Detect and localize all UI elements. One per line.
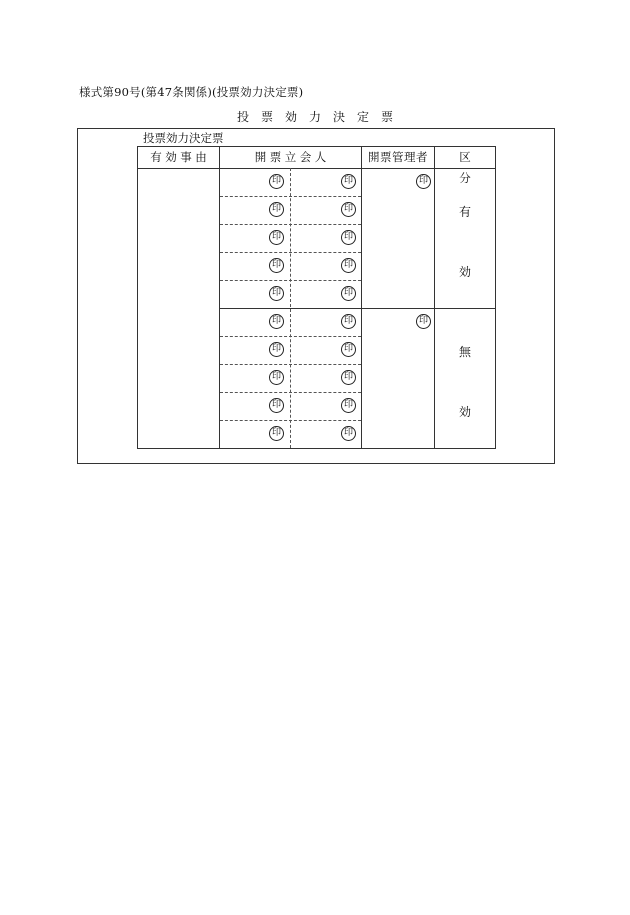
row-separator bbox=[220, 392, 361, 393]
title-char: 投 bbox=[236, 110, 249, 124]
document-title bbox=[0, 108, 630, 125]
title-char: 票 bbox=[380, 110, 393, 124]
header-char: 立 bbox=[284, 150, 297, 164]
seal-mark: 印 bbox=[269, 342, 284, 357]
seal-mark: 印 bbox=[269, 286, 284, 301]
seal-mark: 印 bbox=[269, 370, 284, 385]
row-separator bbox=[220, 224, 361, 225]
header-witness bbox=[220, 147, 361, 168]
header-manager: 開票管理者 bbox=[368, 150, 428, 164]
section-divider bbox=[219, 308, 495, 309]
row-separator bbox=[220, 196, 361, 197]
seal-mark: 印 bbox=[269, 258, 284, 273]
header-char: 効 bbox=[165, 150, 177, 164]
seal-mark: 印 bbox=[341, 314, 356, 329]
header-char: 有 bbox=[150, 150, 162, 164]
seal-mark: 印 bbox=[269, 202, 284, 217]
title-char: 票 bbox=[260, 110, 273, 124]
row-separator bbox=[220, 420, 361, 421]
header-divider bbox=[138, 168, 495, 169]
col-divider bbox=[434, 147, 435, 448]
seal-mark: 印 bbox=[341, 398, 356, 413]
header-reason bbox=[138, 147, 219, 168]
category-label: 効 bbox=[458, 405, 471, 419]
seal-mark: 印 bbox=[341, 342, 356, 357]
col-divider bbox=[361, 147, 362, 448]
col-divider bbox=[219, 147, 220, 448]
seal-mark: 印 bbox=[269, 398, 284, 413]
row-separator bbox=[220, 280, 361, 281]
title-char: 効 bbox=[284, 110, 297, 124]
manager-seal: 印 bbox=[416, 314, 431, 329]
seal-mark: 印 bbox=[341, 202, 356, 217]
title-char: 決 bbox=[332, 110, 345, 124]
form-number: 様式第90号(第47条関係)(投票効力決定票) bbox=[79, 85, 304, 99]
header-char: 由 bbox=[195, 150, 207, 164]
validity-table bbox=[137, 146, 496, 449]
header-char: 人 bbox=[314, 150, 327, 164]
seal-mark: 印 bbox=[341, 230, 356, 245]
seal-mark: 印 bbox=[341, 370, 356, 385]
seal-mark: 印 bbox=[269, 314, 284, 329]
category-label: 無 bbox=[458, 345, 471, 359]
title-char: 力 bbox=[308, 110, 321, 124]
header-char: 区 bbox=[459, 150, 471, 164]
table-caption: 投票効力決定票 bbox=[143, 131, 224, 145]
row-separator bbox=[220, 336, 361, 337]
seal-mark: 印 bbox=[269, 230, 284, 245]
header-char: 開 bbox=[254, 150, 267, 164]
manager-seal: 印 bbox=[416, 174, 431, 189]
row-separator bbox=[220, 252, 361, 253]
row-separator bbox=[220, 364, 361, 365]
seal-mark: 印 bbox=[341, 286, 356, 301]
seal-mark: 印 bbox=[341, 426, 356, 441]
header-char: 票 bbox=[269, 150, 282, 164]
seal-mark: 印 bbox=[269, 426, 284, 441]
seal-mark: 印 bbox=[341, 258, 356, 273]
witness-split bbox=[290, 168, 291, 448]
header-char: 会 bbox=[299, 150, 312, 164]
seal-mark: 印 bbox=[269, 174, 284, 189]
header-char: 分 bbox=[459, 171, 471, 185]
header-category bbox=[435, 147, 495, 185]
seal-mark: 印 bbox=[341, 174, 356, 189]
header-char: 事 bbox=[180, 150, 192, 164]
category-label: 有 bbox=[458, 205, 471, 219]
title-char: 定 bbox=[356, 110, 369, 124]
category-label: 効 bbox=[458, 265, 471, 279]
